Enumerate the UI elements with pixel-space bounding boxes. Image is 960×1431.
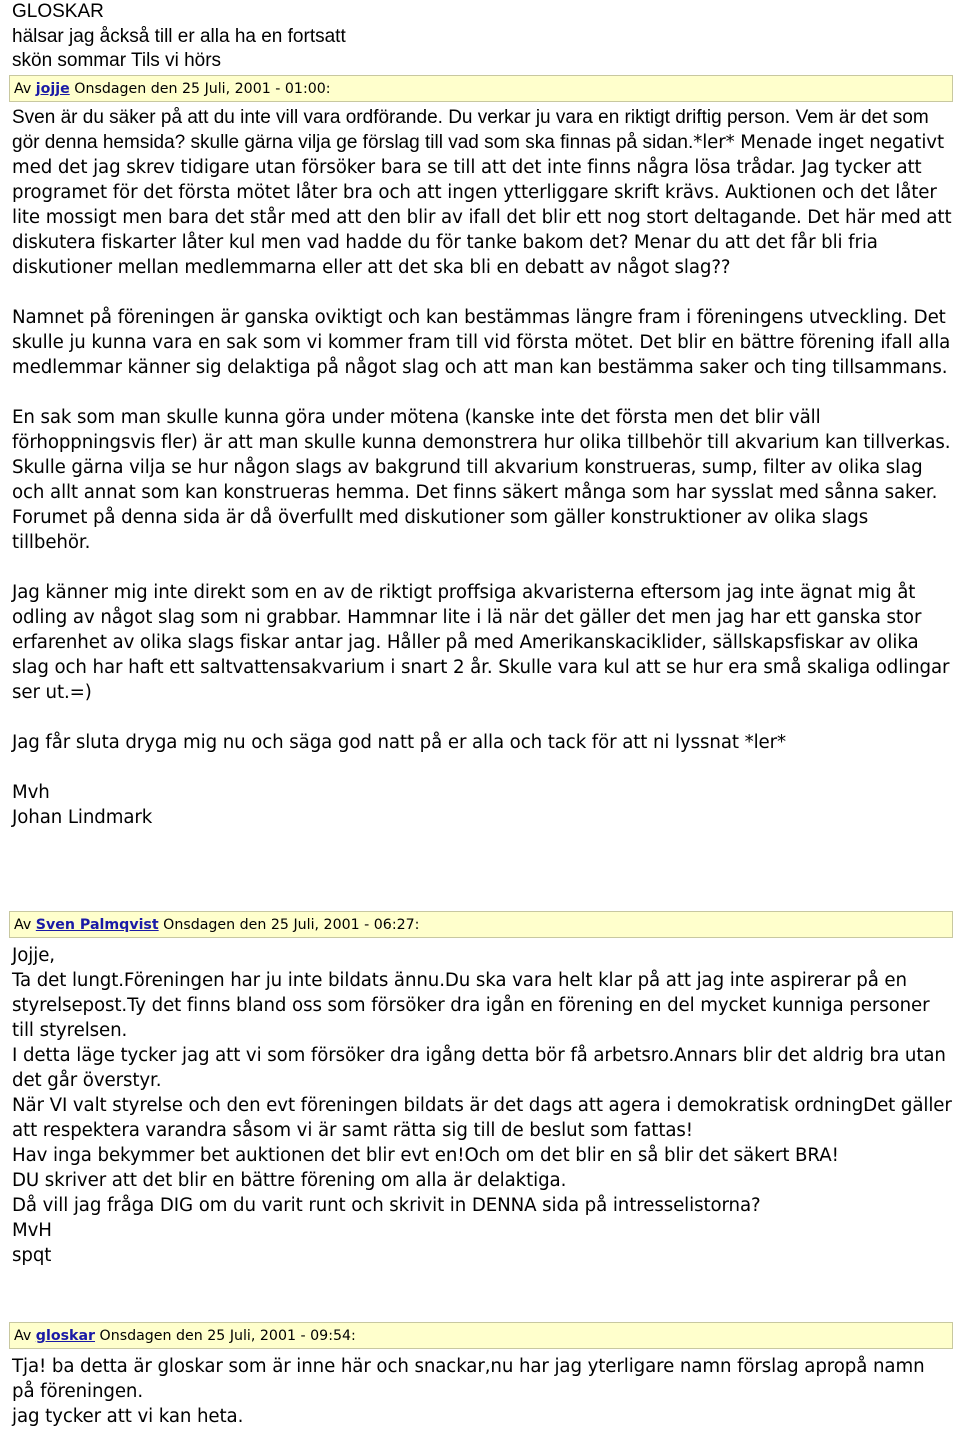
post-2-line: Då vill jag fråga DIG om du varit runt och skrivit in DENNA sida på intresselistorna? <box>12 1195 761 1216</box>
post-1-paragraph: Jag får sluta dryga mig nu och säga god natt på er alla och tack för att ni lyssnat *ler* <box>12 732 787 753</box>
post-0-line: hälsar jag åckså till er alla ha en fortsatt <box>12 25 346 47</box>
post-0-line: skön sommar Tils vi hörs <box>12 50 222 71</box>
post-1-paragraph: En sak som man skulle kunna göra under mötena (kanske inte det första men det blir väll förhoppningsvis fler) är att man skulle kunna demonstrera hur olika tillbehör till akvarium kan tillverkas. Skulle gärna vilja se hur någon slags av bakgrund till akvarium konstrueras, sump, filter av olika slag och allt annat som kan konstrueras hemma. Det finns säkert många som har sysslat med sånna saker. Forumet på denna sida är då överfullt med diskutioner som gäller konstruktioner av olika slags tillbehör. <box>12 407 951 553</box>
post-0-line: GLOSKAR <box>12 1 104 22</box>
post-2-line: MvH <box>12 1220 52 1241</box>
post-1-author-link[interactable]: jojje <box>35 81 70 97</box>
post-3-line: jag tycker att vi kan heta. <box>12 1406 244 1427</box>
post-1-signature: Mvh <box>12 782 50 803</box>
post-3-header <box>9 1322 953 1349</box>
post-1-intro: Sven är du säker på att du inte vill vara ordförande. Du verkar ju vara en riktigt driftig person. Vem är det som gör denna hemsida? skulle gärna vilja ge förslag till vad som ska finnas på sidan. <box>12 107 929 153</box>
post-0-body <box>12 0 952 74</box>
post-2-author-link[interactable]: Sven Palmqvist <box>35 917 159 933</box>
post-2-line: spqt <box>12 1245 52 1266</box>
post-1-body <box>12 105 952 830</box>
post-2-line: Hav inga bekymmer bet auktionen det blir evt en!Och om det blir en så blir det säkert BRA! <box>12 1145 839 1166</box>
post-2-line: När VI valt styrelse och den evt föreningen bildats är det dags att agera i demokratisk ordningDet gäller att respektera varandra såsom vi är samt rätta sig till de beslut som fattas! <box>12 1095 952 1141</box>
post-1-paragraph: Namnet på föreningen är ganska oviktigt och kan bestämmas längre fram i föreningens utveckling. Det skulle ju kunna vara en sak som vi kommer fram till vid första mötet. Det blir en bättre förening ifall alla medlemmar känner sig delaktiga på något slag och att man kan bestämma saker och ting tillsammans. <box>12 307 951 378</box>
post-2-line: I detta läge tycker jag att vi som försöker dra igång detta bör få arbetsro.Annars blir det aldrig bra utan det går överstyr. <box>12 1045 946 1091</box>
post-2-line: Ta det lungt.Föreningen har ju inte bildats ännu.Du ska vara helt klar på att jag inte aspirerar på en styrelsepost.Ty det finns bland oss som försöker dra igån en förening en del mycket kunniga personer till styrelsen. <box>12 970 930 1041</box>
post-2-line: DU skriver att det blir en bättre förening om alla är delaktiga. <box>12 1170 567 1191</box>
post-by-label: Av <box>14 81 32 97</box>
post-1-signature: Johan Lindmark <box>12 807 153 828</box>
post-3-body <box>12 1354 952 1429</box>
post-1-date: Onsdagen den 25 Juli, 2001 - 01:00: <box>74 81 331 97</box>
post-1-paragraph: Jag känner mig inte direkt som en av de riktigt proffsiga akvaristerna eftersom jag inte ägnat mig åt odling av något slag som ni grabbar. Hammnar lite i lä när det gäller det men jag har ett ganska stor erfarenhet av olika slags fiskar antar jag. Håller på med Amerikanskaciklider, sällskapsfiskar av olika slag och har haft ett saltvattensakvarium i snart 2 år. Skulle vara kul att se hur era små skaliga odlingar ser ut.=) <box>12 582 950 703</box>
post-2-body <box>12 943 952 1268</box>
post-2-line: Jojje, <box>12 945 55 966</box>
post-by-label: Av <box>14 917 32 933</box>
post-1-header <box>9 75 953 102</box>
post-2-date: Onsdagen den 25 Juli, 2001 - 06:27: <box>163 917 420 933</box>
post-2-header <box>9 911 953 938</box>
post-3-author-link[interactable]: gloskar <box>35 1328 96 1344</box>
post-by-label: Av <box>14 1328 32 1344</box>
post-3-date: Onsdagen den 25 Juli, 2001 - 09:54: <box>99 1328 356 1344</box>
post-1-paragraph: *ler* Menade inget negativt med det jag skrev tidigare utan försöker bara se till att det inte finns några lösa trådar. Jag tycker att programet för det första mötet låter bra och att ingen ytterliggare skrift krävs. Auktionen och det låter lite mossigt men bara det står med att den blir av ifall det blir ett nog stort deltagande. Det här med att diskutera fiskarter låter kul men vad hadde du för tanke bakom det? Menar du att det får bli fria diskutioner mellan medlemmarna eller att det ska bli en debatt av något slag?? <box>12 132 952 278</box>
post-3-line: Tja! ba detta är gloskar som är inne här och snackar,nu har jag yterligare namn förslag apropå namn på föreningen. <box>12 1356 925 1402</box>
